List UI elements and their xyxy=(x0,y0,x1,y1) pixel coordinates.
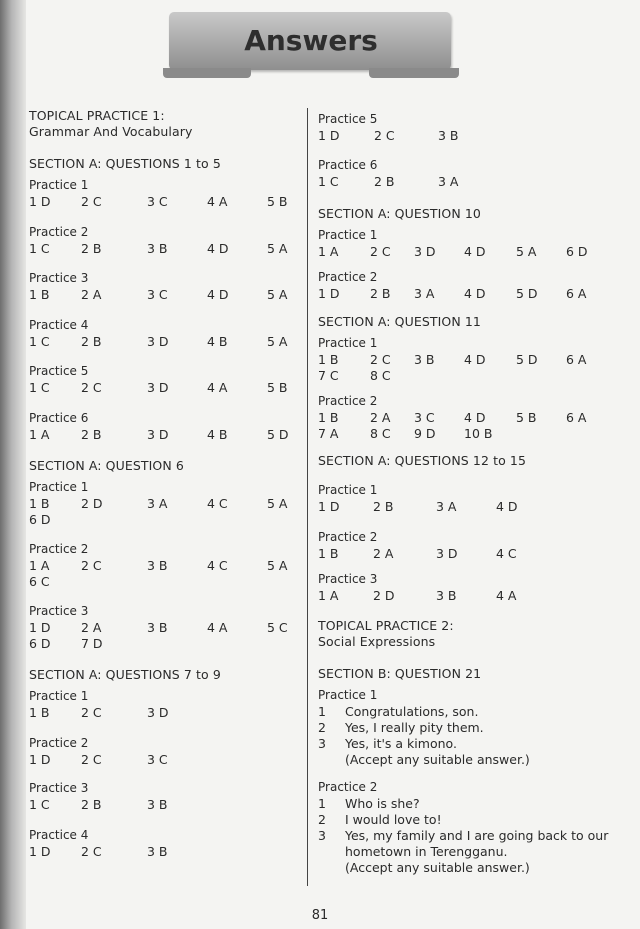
answer-cell: 3 C xyxy=(147,194,168,209)
answer-cell: 9 D xyxy=(414,426,436,441)
practice-title: Practice 3 xyxy=(29,604,89,618)
answer-number: 1 xyxy=(318,704,326,719)
answer-cell: 4 A xyxy=(207,194,228,209)
banner-foot-right xyxy=(369,68,459,78)
answer-cell: 1 B xyxy=(29,705,50,720)
answer-cell: 2 C xyxy=(370,244,391,259)
answer-cell: 8 C xyxy=(370,426,391,441)
practice-title: Practice 1 xyxy=(318,336,378,350)
answer-cell: 6 D xyxy=(566,244,588,259)
answer-cell: 10 B xyxy=(464,426,493,441)
answer-cell: 3 A xyxy=(436,499,457,514)
answer-cell: 1 D xyxy=(318,128,340,143)
answer-cell: 5 A xyxy=(267,558,288,573)
answer-cell: 3 B xyxy=(147,241,168,256)
column-divider xyxy=(307,108,308,886)
section-b-heading: SECTION B: QUESTION 21 xyxy=(318,666,482,681)
answer-cell: 2 C xyxy=(81,380,102,395)
answer-cell: 5 A xyxy=(267,287,288,302)
answer-cell: 1 A xyxy=(318,244,339,259)
answer-cell: 3 C xyxy=(414,410,435,425)
section-heading: SECTION A: QUESTIONS 7 to 9 xyxy=(29,667,221,682)
topical-practice-subtitle: Grammar And Vocabulary xyxy=(29,124,193,139)
answer-cell: 4 B xyxy=(207,334,228,349)
answer-cell: 2 C xyxy=(81,752,102,767)
answer-cell: 5 A xyxy=(267,334,288,349)
practice-title: Practice 1 xyxy=(29,480,89,494)
practice-title: Practice 1 xyxy=(318,483,378,497)
answer-cell: 3 B xyxy=(147,844,168,859)
answer-cell: 1 D xyxy=(318,286,340,301)
practice-title: Practice 5 xyxy=(318,112,378,126)
answer-cell: 6 D xyxy=(29,636,51,651)
practice-title: Practice 1 xyxy=(29,689,89,703)
answer-cell: 5 A xyxy=(267,496,288,511)
answer-text: Yes, I really pity them. xyxy=(345,720,484,735)
section-heading: SECTION A: QUESTIONS 1 to 5 xyxy=(29,156,221,171)
answer-cell: 1 B xyxy=(318,410,339,425)
answer-cell: 2 D xyxy=(373,588,395,603)
answer-cell: 5 B xyxy=(267,194,288,209)
answer-cell: 3 B xyxy=(436,588,457,603)
answer-cell: 3 B xyxy=(438,128,459,143)
practice-title: Practice 2 xyxy=(318,780,378,794)
practice-title: Practice 6 xyxy=(29,411,89,425)
answer-cell: 4 C xyxy=(207,558,228,573)
answer-cell: 4 A xyxy=(207,380,228,395)
answer-cell: 2 A xyxy=(373,546,394,561)
answer-cell: 4 C xyxy=(496,546,517,561)
answer-cell: 4 D xyxy=(207,287,229,302)
answer-number: 2 xyxy=(318,720,326,735)
topical-practice-2-subtitle: Social Expressions xyxy=(318,634,436,649)
practice-title: Practice 5 xyxy=(29,364,89,378)
answer-cell: 2 A xyxy=(81,620,102,635)
practice-title: Practice 2 xyxy=(29,736,89,750)
answer-cell: 6 D xyxy=(29,512,51,527)
answer-cell: 2 C xyxy=(374,128,395,143)
answer-number: 2 xyxy=(318,812,326,827)
answer-cell: 1 D xyxy=(29,194,51,209)
answer-cell: 5 D xyxy=(516,352,538,367)
answer-cell: 3 A xyxy=(147,496,168,511)
practice-title: Practice 4 xyxy=(29,828,89,842)
answer-cell: 2 B xyxy=(81,334,102,349)
page-number: 81 xyxy=(311,908,329,923)
answer-text: Yes, my family and I are going back to our xyxy=(345,828,609,843)
practice-title: Practice 2 xyxy=(29,542,89,556)
answer-cell: 5 B xyxy=(267,380,288,395)
answer-cell: 3 C xyxy=(147,752,168,767)
answer-cell: 1 B xyxy=(29,496,50,511)
answer-cell: 2 C xyxy=(81,705,102,720)
answer-cell: 1 C xyxy=(29,797,50,812)
answer-cell: 2 B xyxy=(81,797,102,812)
answer-cell: 4 D xyxy=(464,286,486,301)
banner-foot-left xyxy=(163,68,251,78)
topical-practice-2-title: TOPICAL PRACTICE 2: xyxy=(318,618,454,633)
answer-cell: 4 D xyxy=(464,352,486,367)
practice-title: Practice 1 xyxy=(29,178,89,192)
answer-cell: 2 A xyxy=(81,287,102,302)
answer-cell: 3 D xyxy=(147,427,169,442)
answer-cell: 3 A xyxy=(438,174,459,189)
answer-cell: 3 A xyxy=(414,286,435,301)
answer-cell: 1 B xyxy=(318,352,339,367)
answer-cell: 4 D xyxy=(496,499,518,514)
answer-cell: 6 A xyxy=(566,352,587,367)
answer-cell: 3 B xyxy=(147,558,168,573)
answer-cell: 1 A xyxy=(29,558,50,573)
answer-text: Yes, it's a kimono. xyxy=(345,736,457,751)
practice-title: Practice 3 xyxy=(29,781,89,795)
answer-cell: 1 B xyxy=(318,546,339,561)
answer-number: 1 xyxy=(318,796,326,811)
book-spine-shadow xyxy=(0,0,26,929)
answer-cell: 4 D xyxy=(464,244,486,259)
answer-cell: 1 D xyxy=(318,499,340,514)
answer-number: 3 xyxy=(318,736,326,751)
practice-title: Practice 2 xyxy=(318,530,378,544)
answer-cell: 5 B xyxy=(516,410,537,425)
answer-cell: 8 C xyxy=(370,368,391,383)
answer-cell: 1 C xyxy=(29,241,50,256)
answer-cell: 4 A xyxy=(496,588,517,603)
answer-cell: 3 B xyxy=(147,620,168,635)
answer-cell: 3 D xyxy=(414,244,436,259)
answer-cell: 7 A xyxy=(318,426,339,441)
answer-cell: 1 C xyxy=(318,174,339,189)
section-heading: SECTION A: QUESTION 11 xyxy=(318,314,481,329)
practice-title: Practice 1 xyxy=(318,688,378,702)
answer-cell: 2 D xyxy=(81,496,103,511)
answer-cell: 3 B xyxy=(414,352,435,367)
answer-cell: 3 D xyxy=(147,334,169,349)
practice-title: Practice 6 xyxy=(318,158,378,172)
answer-cell: 1 D xyxy=(29,844,51,859)
answer-cell: 1 B xyxy=(29,287,50,302)
answer-cell: 1 D xyxy=(29,620,51,635)
answer-cell: 3 B xyxy=(147,797,168,812)
answer-cell: 5 D xyxy=(267,427,289,442)
answer-cell: 6 A xyxy=(566,286,587,301)
answer-text: Congratulations, son. xyxy=(345,704,479,719)
practice-title: Practice 2 xyxy=(318,270,378,284)
answer-cell: 1 C xyxy=(29,380,50,395)
answer-cell: 1 A xyxy=(29,427,50,442)
answer-text: I would love to! xyxy=(345,812,442,827)
answer-cell: 2 A xyxy=(370,410,391,425)
answer-cell: 2 B xyxy=(374,174,395,189)
answer-cell: 3 C xyxy=(147,287,168,302)
answer-cell: 5 C xyxy=(267,620,288,635)
practice-title: Practice 1 xyxy=(318,228,378,242)
answer-cell: 2 C xyxy=(81,194,102,209)
answer-cell: 2 B xyxy=(81,427,102,442)
answer-cell: 3 D xyxy=(147,380,169,395)
answer-cell: 6 A xyxy=(566,410,587,425)
answer-cell: 7 D xyxy=(81,636,103,651)
answer-text: hometown in Terengganu. xyxy=(345,844,508,859)
section-heading: SECTION A: QUESTION 10 xyxy=(318,206,481,221)
answer-cell: 3 D xyxy=(147,705,169,720)
answer-cell: 4 D xyxy=(464,410,486,425)
answer-cell: 1 D xyxy=(29,752,51,767)
answer-text: (Accept any suitable answer.) xyxy=(345,860,530,875)
answer-cell: 5 A xyxy=(516,244,537,259)
answer-cell: 4 B xyxy=(207,427,228,442)
topical-practice-title: TOPICAL PRACTICE 1: xyxy=(29,108,165,123)
answer-cell: 1 A xyxy=(318,588,339,603)
section-heading: SECTION A: QUESTION 6 xyxy=(29,458,184,473)
answer-cell: 5 A xyxy=(267,241,288,256)
practice-title: Practice 3 xyxy=(318,572,378,586)
practice-title: Practice 2 xyxy=(29,225,89,239)
page-title: Answers xyxy=(244,24,378,57)
answer-cell: 4 D xyxy=(207,241,229,256)
answer-text: Who is she? xyxy=(345,796,420,811)
answer-cell: 3 D xyxy=(436,546,458,561)
answer-cell: 2 C xyxy=(81,844,102,859)
practice-title: Practice 2 xyxy=(318,394,378,408)
answer-cell: 5 D xyxy=(516,286,538,301)
answer-cell: 4 A xyxy=(207,620,228,635)
section-heading: SECTION A: QUESTIONS 12 to 15 xyxy=(318,453,527,468)
answer-number: 3 xyxy=(318,828,326,843)
answer-cell: 1 C xyxy=(29,334,50,349)
answer-cell: 4 C xyxy=(207,496,228,511)
answer-cell: 6 C xyxy=(29,574,50,589)
answer-cell: 2 B xyxy=(373,499,394,514)
answer-text: (Accept any suitable answer.) xyxy=(345,752,530,767)
practice-title: Practice 3 xyxy=(29,271,89,285)
answer-cell: 2 C xyxy=(370,352,391,367)
answer-cell: 2 B xyxy=(370,286,391,301)
answer-cell: 2 B xyxy=(81,241,102,256)
answers-banner xyxy=(163,12,459,74)
answer-cell: 7 C xyxy=(318,368,339,383)
answer-cell: 2 C xyxy=(81,558,102,573)
practice-title: Practice 4 xyxy=(29,318,89,332)
